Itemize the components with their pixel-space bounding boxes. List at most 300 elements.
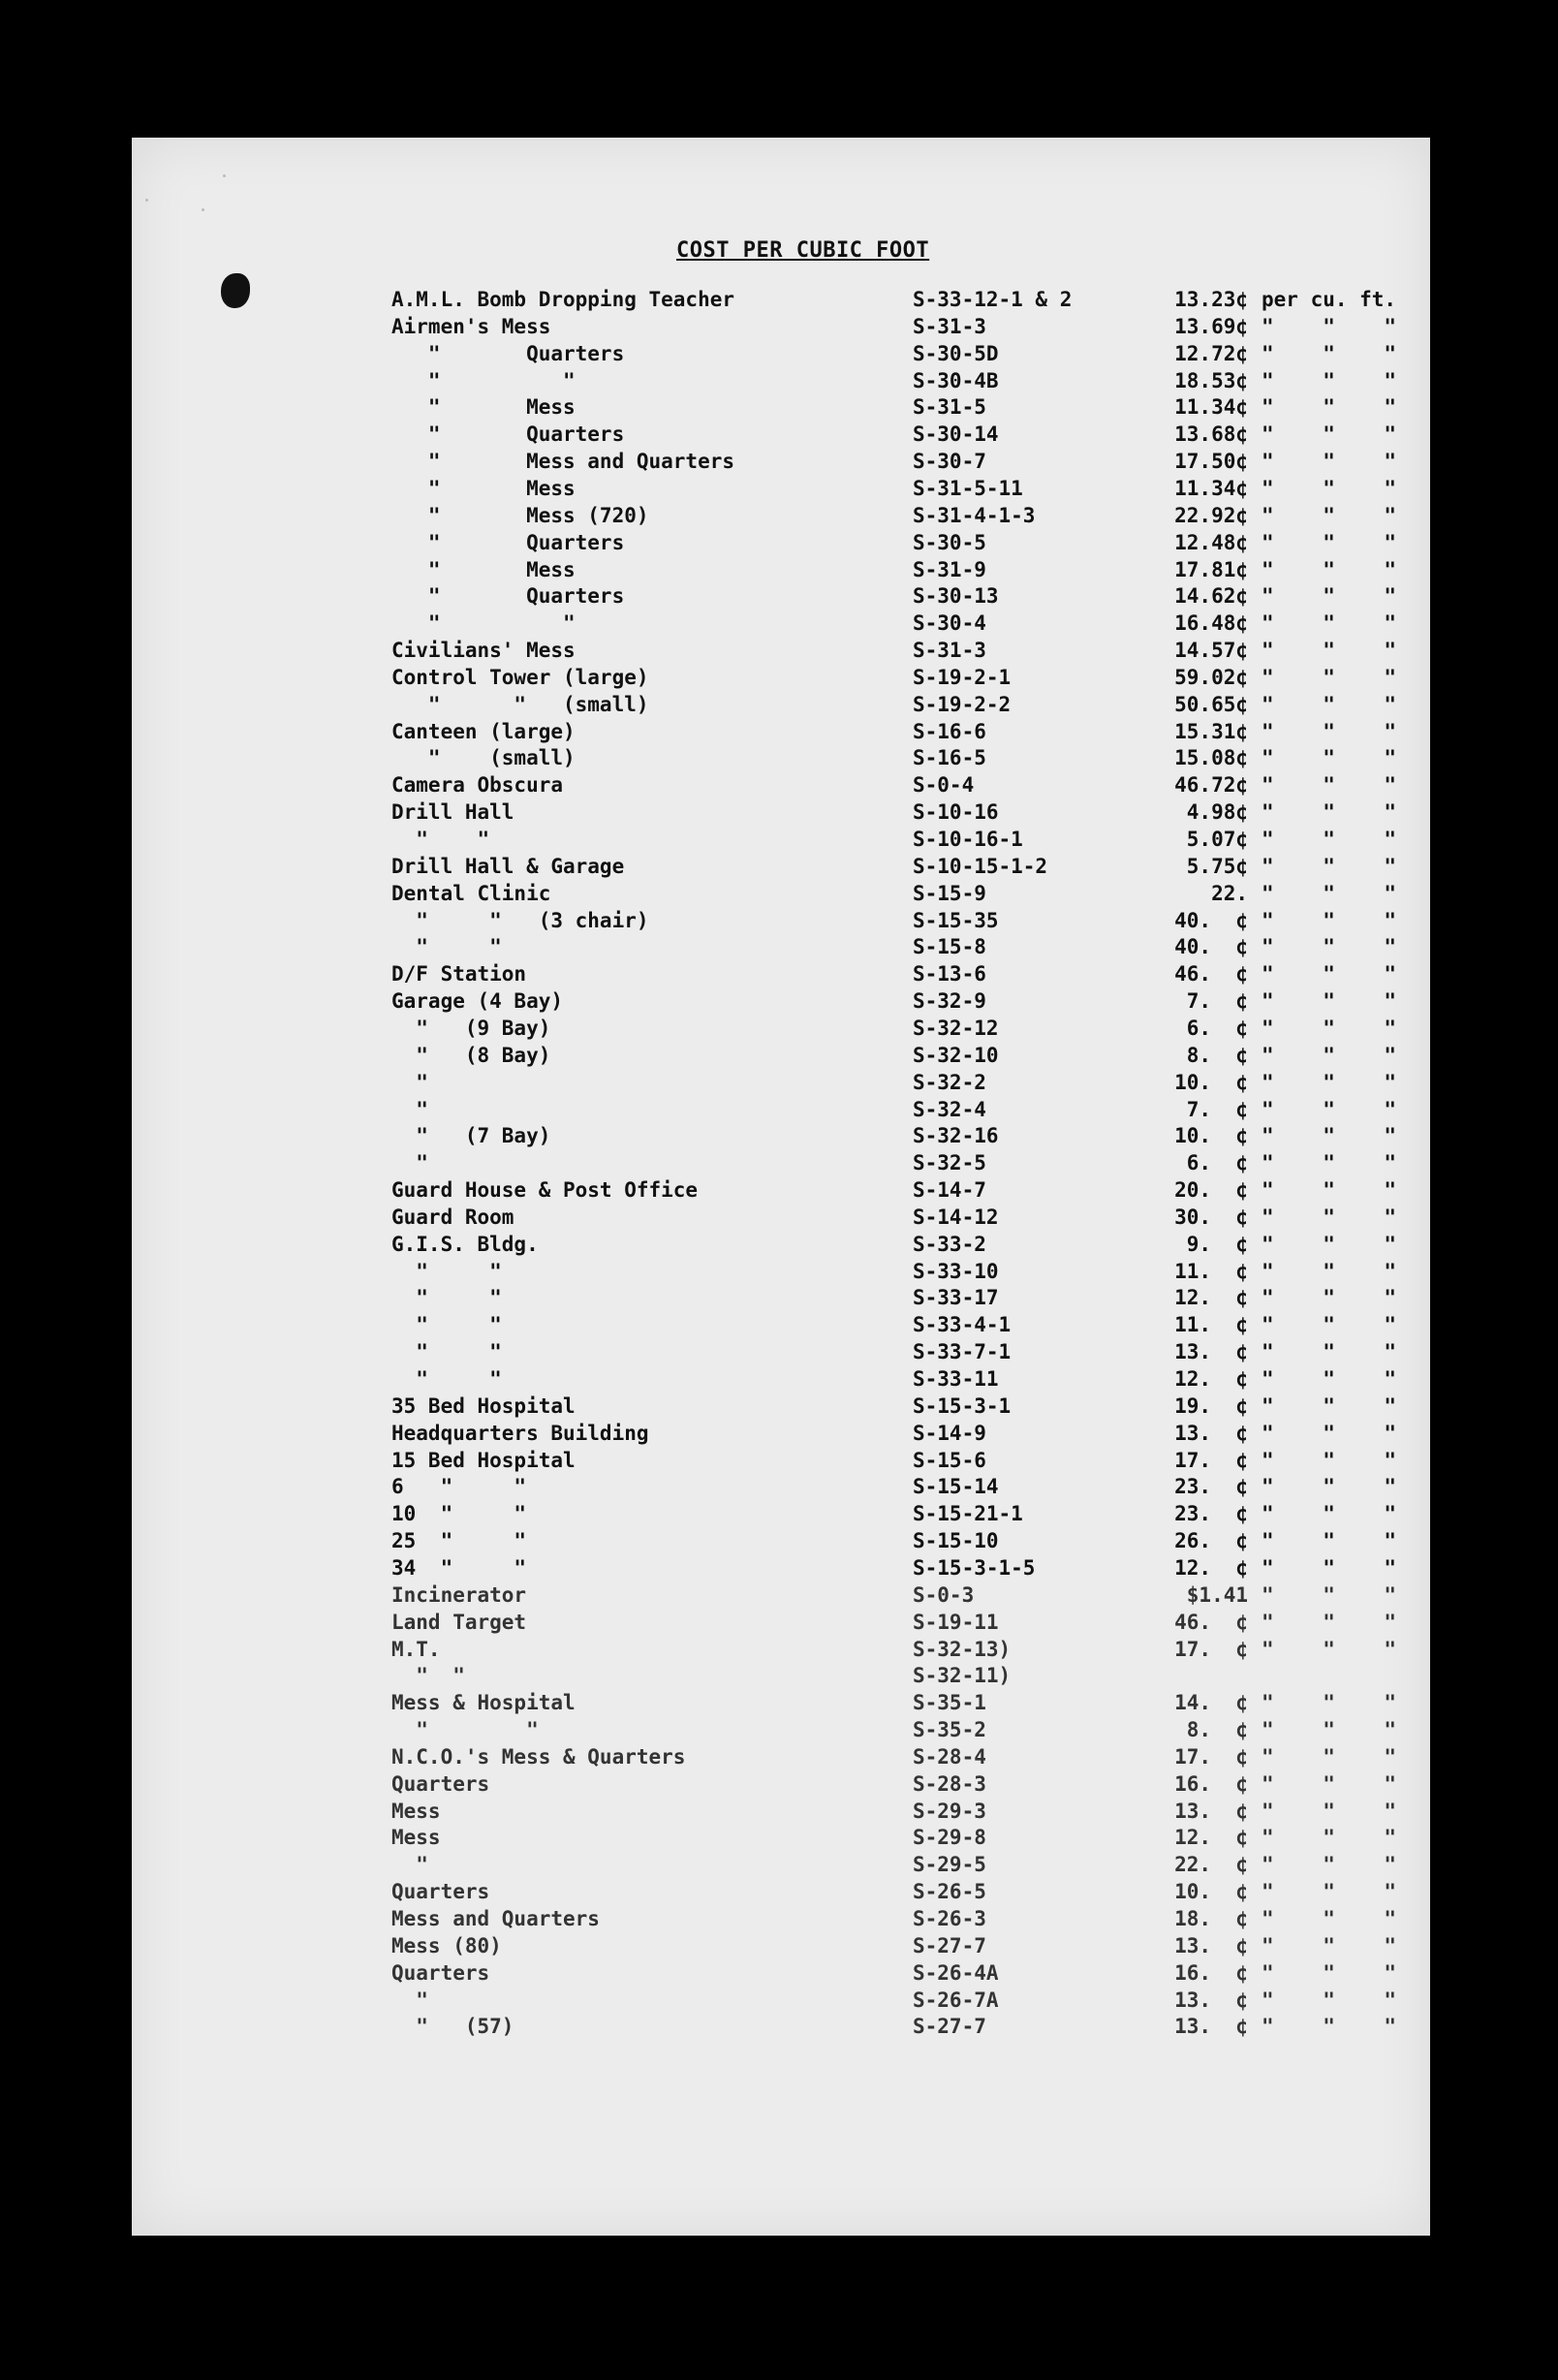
building-name: " "	[391, 1664, 465, 1688]
unit-label: " " "	[1262, 1637, 1397, 1661]
building-name: "	[391, 1070, 428, 1094]
unit-label: " " "	[1262, 423, 1397, 447]
unit-label: " " "	[1262, 935, 1397, 959]
table-row	[0, 611, 1558, 638]
drawing-code: S-32-4	[913, 1097, 986, 1121]
table-row	[0, 1663, 1558, 1690]
drawing-code: S-31-9	[913, 557, 986, 581]
table-row	[0, 1960, 1558, 1988]
unit-label: " " "	[1262, 746, 1397, 770]
building-name: Quarters	[391, 1880, 490, 1904]
building-name: Guard House & Post Office	[391, 1178, 699, 1203]
drawing-code: S-27-7	[913, 2015, 986, 2039]
drawing-code: S-14-7	[913, 1178, 986, 1203]
cost-value: 11. ¢	[1174, 1313, 1248, 1337]
drawing-code: S-10-16	[913, 800, 999, 825]
unit-label: " " "	[1262, 1853, 1397, 1877]
cost-value: 12.48¢	[1174, 530, 1248, 554]
cost-value: 15.31¢	[1174, 719, 1248, 743]
cost-value: 19. ¢	[1174, 1394, 1248, 1418]
unit-label: " " "	[1262, 1421, 1397, 1445]
table-row	[0, 1690, 1558, 1717]
table-row	[0, 1339, 1558, 1366]
drawing-code: S-35-2	[913, 1718, 986, 1742]
cost-value: 12. ¢	[1174, 1367, 1248, 1391]
cost-value: 17.50¢	[1174, 450, 1248, 474]
unit-label: " " "	[1262, 1555, 1397, 1580]
speck	[202, 208, 204, 211]
cost-value: 13. ¢	[1174, 1988, 1248, 2012]
table-row	[0, 719, 1558, 746]
drawing-code: S-32-9	[913, 989, 986, 1014]
drawing-code: S-33-2	[913, 1232, 986, 1256]
drawing-code: S-15-8	[913, 935, 986, 959]
drawing-code: S-13-6	[913, 962, 986, 986]
building-name: 35 Bed Hospital	[391, 1394, 576, 1418]
cost-value: 23. ¢	[1174, 1502, 1248, 1526]
unit-label: " " "	[1262, 828, 1397, 851]
unit-label: " " "	[1262, 1826, 1397, 1850]
building-name: Control Tower (large)	[391, 665, 649, 689]
building-name: " (8 Bay)	[391, 1043, 551, 1067]
unit-label: " " "	[1262, 1448, 1397, 1472]
drawing-code: S-15-3-1	[913, 1394, 1012, 1418]
building-name: Mess	[391, 1826, 441, 1850]
unit-label: " " "	[1262, 1124, 1397, 1148]
unit-label: " " "	[1262, 1286, 1397, 1310]
unit-label: " " "	[1262, 476, 1397, 500]
building-name: "	[391, 1853, 428, 1877]
drawing-code: S-16-5	[913, 746, 986, 770]
cost-value: 11.34¢	[1174, 395, 1248, 420]
building-name: "	[391, 1097, 428, 1121]
drawing-code: S-26-5	[913, 1880, 986, 1904]
drawing-code: S-15-35	[913, 908, 999, 932]
unit-label: " " "	[1262, 611, 1397, 636]
unit-label: " " "	[1262, 1232, 1397, 1256]
table-row	[0, 638, 1558, 665]
unit-label: " " "	[1262, 1988, 1397, 2012]
building-name: " "	[391, 1367, 502, 1391]
table-row	[0, 1474, 1558, 1501]
unit-label: " " "	[1262, 1016, 1397, 1040]
table-row	[0, 583, 1558, 611]
speck	[145, 199, 148, 202]
table-row	[0, 799, 1558, 827]
cost-value: 59.02¢	[1174, 665, 1248, 689]
cost-value: 10. ¢	[1174, 1124, 1248, 1148]
table-row	[0, 1501, 1558, 1528]
building-name: " "	[391, 1286, 502, 1310]
unit-label: " " "	[1262, 1582, 1397, 1607]
unit-label: " " "	[1262, 1718, 1397, 1742]
cost-value: 13.69¢	[1174, 314, 1248, 338]
unit-label: " " "	[1262, 1610, 1397, 1634]
drawing-code: S-19-2-1	[913, 665, 1012, 689]
cost-value: 14. ¢	[1174, 1691, 1248, 1715]
table-row	[0, 1933, 1558, 1960]
unit-label: " " "	[1262, 1960, 1397, 1985]
building-name: Headquarters Building	[391, 1421, 649, 1445]
cost-value: 10. ¢	[1174, 1070, 1248, 1094]
cost-value: 10. ¢	[1174, 1880, 1248, 1904]
building-name: M.T.	[391, 1637, 441, 1661]
cost-value: 12. ¢	[1174, 1286, 1248, 1310]
drawing-code: S-29-3	[913, 1799, 986, 1823]
table-row	[0, 988, 1558, 1016]
cost-value: 7. ¢	[1186, 989, 1248, 1014]
unit-label: " " "	[1262, 314, 1397, 338]
drawing-code: S-14-9	[913, 1421, 986, 1445]
drawing-code: S-10-16-1	[913, 828, 1023, 851]
unit-label: " " "	[1262, 368, 1397, 392]
drawing-code: S-33-10	[913, 1259, 999, 1283]
unit-label: " " "	[1262, 395, 1397, 420]
cost-value: 46.72¢	[1174, 773, 1248, 798]
table-row	[0, 530, 1558, 557]
building-name: " (9 Bay)	[391, 1016, 551, 1040]
table-row	[0, 1582, 1558, 1610]
cost-value: 14.62¢	[1174, 584, 1248, 609]
unit-label: " " "	[1262, 1907, 1397, 1930]
drawing-code: S-31-3	[913, 639, 986, 663]
drawing-code: S-33-12-1 & 2	[913, 288, 1073, 311]
unit-label: " " "	[1262, 1799, 1397, 1823]
drawing-code: S-32-10	[913, 1043, 999, 1067]
unit-label: " " "	[1262, 1771, 1397, 1796]
building-name: Quarters	[391, 1960, 490, 1985]
unit-label: " " "	[1262, 2015, 1397, 2039]
table-row	[0, 1177, 1558, 1205]
table-row	[0, 449, 1558, 476]
unit-label: " " "	[1262, 584, 1397, 609]
cost-value: 23. ¢	[1174, 1475, 1248, 1499]
drawing-code: S-32-13)	[913, 1637, 1012, 1661]
unit-label: " " "	[1262, 639, 1397, 663]
building-name: Garage (4 Bay)	[391, 989, 564, 1014]
cost-value: 40. ¢	[1174, 908, 1248, 932]
cost-value: 6. ¢	[1186, 1016, 1248, 1040]
table-row	[0, 772, 1558, 799]
unit-label: " " "	[1262, 665, 1397, 689]
drawing-code: S-32-5	[913, 1151, 986, 1175]
drawing-code: S-31-5-11	[913, 476, 1023, 500]
table-row	[0, 476, 1558, 503]
drawing-code: S-32-2	[913, 1070, 986, 1094]
table-row	[0, 394, 1558, 422]
unit-label: " " "	[1262, 1205, 1397, 1229]
drawing-code: S-0-3	[913, 1582, 975, 1607]
cost-value: 12. ¢	[1174, 1826, 1248, 1850]
building-name: " Quarters	[391, 423, 625, 447]
building-name: Dental Clinic	[391, 881, 551, 905]
cost-value: 17. ¢	[1174, 1637, 1248, 1661]
table-row	[0, 1906, 1558, 1933]
drawing-code: S-30-4B	[913, 368, 999, 392]
building-name: Guard Room	[391, 1205, 514, 1229]
cost-value: 16. ¢	[1174, 1771, 1248, 1796]
cost-value: 8. ¢	[1186, 1043, 1248, 1067]
table-row	[0, 1150, 1558, 1177]
table-row	[0, 827, 1558, 854]
table-row	[0, 854, 1558, 881]
building-name: " "	[391, 368, 576, 392]
table-row	[0, 692, 1558, 719]
building-name: Canteen (large)	[391, 719, 576, 743]
table-row	[0, 1312, 1558, 1339]
cost-value: 13. ¢	[1174, 1421, 1248, 1445]
building-name: " "	[391, 1259, 502, 1283]
drawing-code: S-31-4-1-3	[913, 503, 1036, 527]
cost-value: $1.41	[1186, 1582, 1248, 1607]
table-row	[0, 368, 1558, 395]
table-row	[0, 908, 1558, 935]
drawing-code: S-15-6	[913, 1448, 986, 1472]
building-name: "	[391, 1151, 428, 1175]
building-name: " Mess (720)	[391, 503, 649, 527]
drawing-code: S-30-13	[913, 584, 999, 609]
unit-label: " " "	[1262, 1043, 1397, 1067]
cost-value: 17.81¢	[1174, 557, 1248, 581]
unit-label: " " "	[1262, 341, 1397, 365]
drawing-code: S-32-11)	[913, 1664, 1012, 1688]
building-name: " " (3 chair)	[391, 908, 649, 932]
unit-label: " " "	[1262, 1367, 1397, 1391]
table-row	[0, 503, 1558, 530]
drawing-code: S-28-4	[913, 1744, 986, 1769]
table-row	[0, 1043, 1558, 1070]
table-row	[0, 1528, 1558, 1555]
table-row	[0, 1637, 1558, 1664]
building-name: " "	[391, 1313, 502, 1337]
unit-label: " " "	[1262, 1151, 1397, 1175]
cost-value: 5.07¢	[1186, 828, 1248, 851]
cost-value: 14.57¢	[1174, 639, 1248, 663]
cost-value: 13. ¢	[1174, 1933, 1248, 1957]
table-row	[0, 1421, 1558, 1448]
drawing-code: S-32-16	[913, 1124, 999, 1148]
drawing-code: S-26-4A	[913, 1960, 999, 1985]
unit-label: " " "	[1262, 962, 1397, 986]
building-name: Camera Obscura	[391, 773, 564, 798]
unit-label: " " "	[1262, 1744, 1397, 1769]
table-row	[0, 422, 1558, 449]
table-row	[0, 1879, 1558, 1906]
cost-value: 46. ¢	[1174, 962, 1248, 986]
building-name: Mess (80)	[391, 1933, 502, 1957]
building-name: " (7 Bay)	[391, 1124, 551, 1148]
unit-label: per cu. ft.	[1262, 288, 1397, 311]
unit-label: " " "	[1262, 1691, 1397, 1715]
cost-value: 16.48¢	[1174, 611, 1248, 636]
building-name: " "	[391, 935, 502, 959]
drawing-code: S-33-17	[913, 1286, 999, 1310]
cost-value: 13. ¢	[1174, 2015, 1248, 2039]
unit-label: " " "	[1262, 557, 1397, 581]
building-name: " Quarters	[391, 584, 625, 609]
cost-value: 17. ¢	[1174, 1448, 1248, 1472]
cost-value: 13. ¢	[1174, 1340, 1248, 1364]
cost-value: 12. ¢	[1174, 1555, 1248, 1580]
building-name: 25 " "	[391, 1529, 527, 1553]
building-name: 34 " "	[391, 1555, 527, 1580]
table-row	[0, 1448, 1558, 1475]
building-name: " Quarters	[391, 341, 625, 365]
drawing-code: S-33-4-1	[913, 1313, 1012, 1337]
cost-value: 9. ¢	[1186, 1232, 1248, 1256]
building-name: " Mess	[391, 395, 576, 420]
building-name: " Quarters	[391, 530, 625, 554]
drawing-code: S-35-1	[913, 1691, 986, 1715]
table-row	[0, 1988, 1558, 2015]
building-name: N.C.O.'s Mess & Quarters	[391, 1744, 686, 1769]
cost-value: 26. ¢	[1174, 1529, 1248, 1553]
unit-label: " " "	[1262, 1529, 1397, 1553]
cost-value: 8. ¢	[1186, 1718, 1248, 1742]
building-name: " (57)	[391, 2015, 514, 2039]
drawing-code: S-30-4	[913, 611, 986, 636]
building-name: G.I.S. Bldg.	[391, 1232, 539, 1256]
table-row	[0, 1610, 1558, 1637]
unit-label: " " "	[1262, 908, 1397, 932]
cost-value: 18. ¢	[1174, 1907, 1248, 1930]
building-name: " "	[391, 828, 490, 851]
table-row	[0, 1123, 1558, 1150]
unit-label: " " "	[1262, 1313, 1397, 1337]
drawing-code: S-15-3-1-5	[913, 1555, 1036, 1580]
building-name: Incinerator	[391, 1582, 527, 1607]
table-row	[0, 745, 1558, 772]
building-name: " (small)	[391, 746, 576, 770]
cost-value: 20. ¢	[1174, 1178, 1248, 1203]
cost-value: 5.75¢	[1186, 854, 1248, 878]
unit-label: " " "	[1262, 773, 1397, 798]
drawing-code: S-19-11	[913, 1610, 999, 1634]
unit-label: " " "	[1262, 450, 1397, 474]
building-name: " "	[391, 1718, 539, 1742]
unit-label: " " "	[1262, 530, 1397, 554]
table-row	[0, 1717, 1558, 1744]
building-name: " "	[391, 611, 576, 636]
building-name: A.M.L. Bomb Dropping Teacher	[391, 288, 735, 311]
drawing-code: S-15-14	[913, 1475, 999, 1499]
unit-label: " " "	[1262, 1340, 1397, 1364]
cost-value: 7. ¢	[1186, 1097, 1248, 1121]
building-name: 10 " "	[391, 1502, 527, 1526]
building-name: 15 Bed Hospital	[391, 1448, 576, 1472]
unit-label: " " "	[1262, 1097, 1397, 1121]
table-row	[0, 557, 1558, 584]
table-row	[0, 934, 1558, 961]
building-name: " "	[391, 1340, 502, 1364]
drawing-code: S-15-21-1	[913, 1502, 1023, 1526]
table-row	[0, 1852, 1558, 1879]
drawing-code: S-27-7	[913, 1933, 986, 1957]
table-row	[0, 2014, 1558, 2041]
drawing-code: S-15-9	[913, 881, 986, 905]
table-row	[0, 1394, 1558, 1421]
cost-value: 6. ¢	[1186, 1151, 1248, 1175]
unit-label: " " "	[1262, 719, 1397, 743]
cost-value: 11.34¢	[1174, 476, 1248, 500]
cost-value: 12.72¢	[1174, 341, 1248, 365]
unit-label: " " "	[1262, 1933, 1397, 1957]
building-name: Airmen's Mess	[391, 314, 551, 338]
table-row	[0, 1285, 1558, 1312]
drawing-code: S-33-11	[913, 1367, 999, 1391]
cost-value: 40. ¢	[1174, 935, 1248, 959]
drawing-code: S-14-12	[913, 1205, 999, 1229]
table-row	[0, 1097, 1558, 1124]
building-name: Mess	[391, 1799, 441, 1823]
drawing-code: S-30-5	[913, 530, 986, 554]
drawing-code: S-10-15-1-2	[913, 854, 1048, 878]
drawing-code: S-32-12	[913, 1016, 999, 1040]
table-row	[0, 1366, 1558, 1394]
drawing-code: S-29-5	[913, 1853, 986, 1877]
cost-value: 50.65¢	[1174, 692, 1248, 716]
drawing-code: S-31-3	[913, 314, 986, 338]
building-name: Quarters	[391, 1771, 490, 1796]
table-row	[0, 341, 1558, 368]
drawing-code: S-30-5D	[913, 341, 999, 365]
table-row	[0, 665, 1558, 692]
table-row	[0, 1070, 1558, 1097]
cost-value: 15.08¢	[1174, 746, 1248, 770]
unit-label: " " "	[1262, 1394, 1397, 1418]
drawing-code: S-26-3	[913, 1907, 986, 1930]
building-name: Mess and Quarters	[391, 1907, 600, 1930]
drawing-code: S-31-5	[913, 395, 986, 420]
building-name: 6 " "	[391, 1475, 527, 1499]
cost-value: 18.53¢	[1174, 368, 1248, 392]
building-name: Civilians' Mess	[391, 639, 576, 663]
cost-value: 11. ¢	[1174, 1259, 1248, 1283]
drawing-code: S-26-7A	[913, 1988, 999, 2012]
drawing-code: S-0-4	[913, 773, 975, 798]
table-row	[0, 1799, 1558, 1826]
table-row	[0, 1016, 1558, 1043]
unit-label: " " "	[1262, 989, 1397, 1014]
cost-value: 46. ¢	[1174, 1610, 1248, 1634]
drawing-code: S-29-8	[913, 1826, 986, 1850]
drawing-code: S-19-2-2	[913, 692, 1012, 716]
unit-label: " " "	[1262, 800, 1397, 825]
cost-value: 13.23¢	[1174, 288, 1248, 311]
cost-value: 22.	[1211, 881, 1248, 905]
building-name: " Mess	[391, 476, 576, 500]
drawing-code: S-30-14	[913, 423, 999, 447]
building-name: Drill Hall & Garage	[391, 854, 625, 878]
unit-label: " " "	[1262, 1502, 1397, 1526]
drawing-code: S-28-3	[913, 1771, 986, 1796]
unit-label: " " "	[1262, 1259, 1397, 1283]
cost-value: 30. ¢	[1174, 1205, 1248, 1229]
document-title: COST PER CUBIC FOOT	[676, 238, 930, 263]
building-name: " Mess and Quarters	[391, 450, 735, 474]
table-row	[0, 1259, 1558, 1286]
building-name: "	[391, 1988, 428, 2012]
cost-value: 22.92¢	[1174, 503, 1248, 527]
table-row	[0, 961, 1558, 988]
unit-label: " " "	[1262, 503, 1397, 527]
table-row	[0, 1771, 1558, 1799]
building-name: " " (small)	[391, 692, 649, 716]
cost-value: 17. ¢	[1174, 1744, 1248, 1769]
drawing-code: S-30-7	[913, 450, 986, 474]
table-row	[0, 1744, 1558, 1771]
building-name: " Mess	[391, 557, 576, 581]
